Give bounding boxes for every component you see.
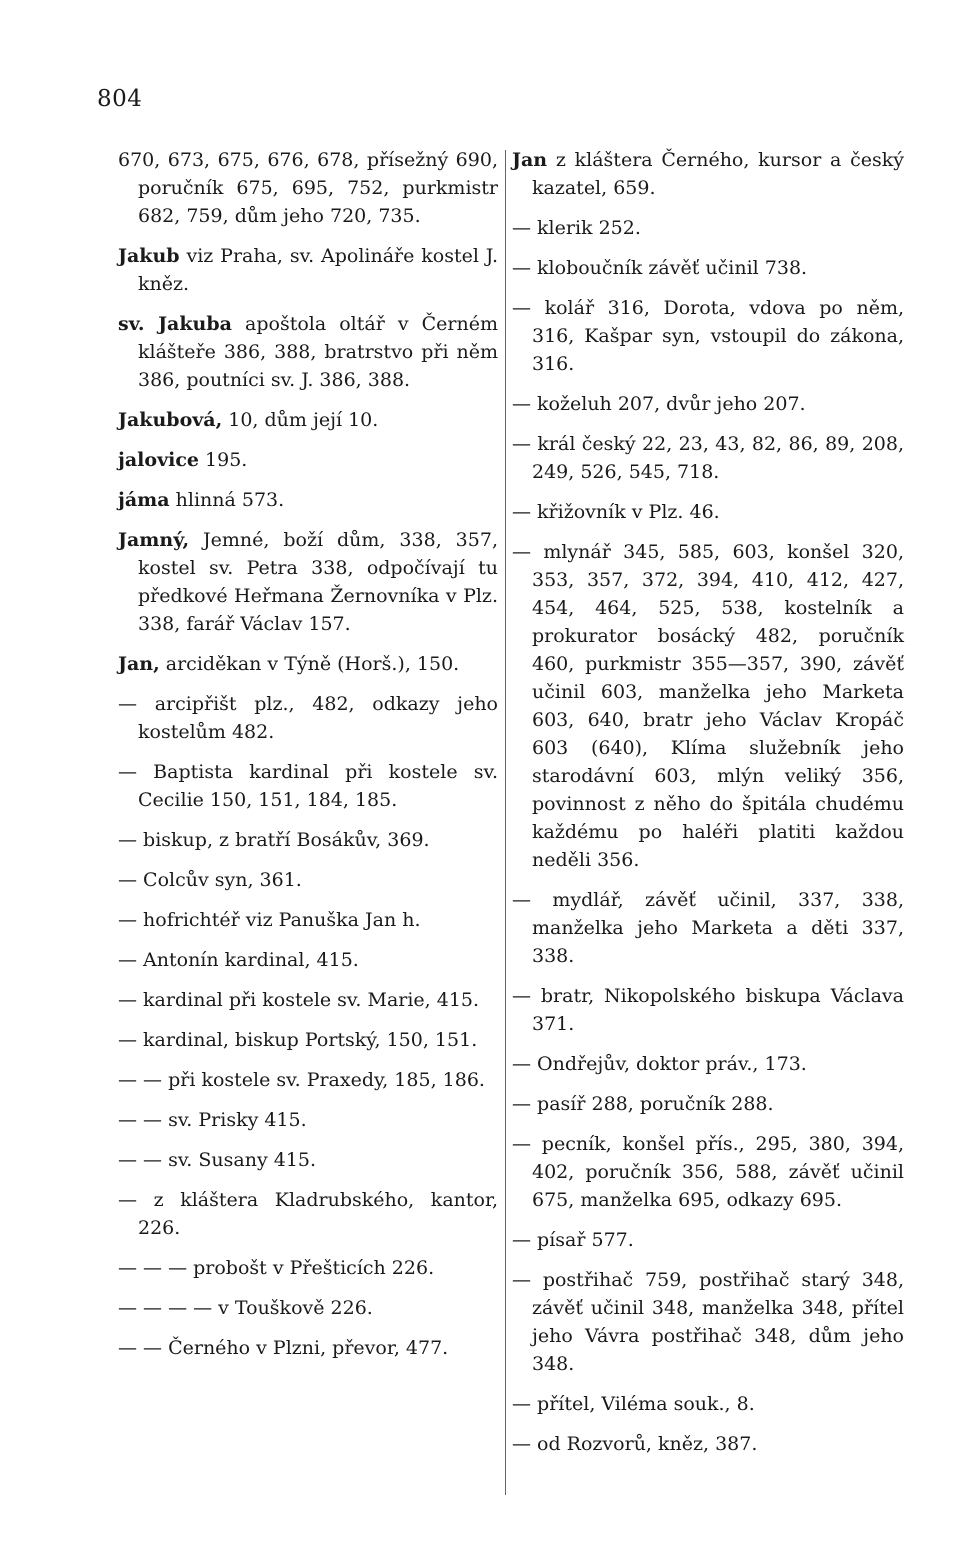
index-entry-text: — z kláštera Kladrubského, kantor, 226. [118,1189,498,1239]
index-entry [118,310,498,394]
index-headword: Jakub [118,245,180,267]
index-entry-text: — Antonín kardinal, 415. [118,949,359,971]
index-headword: jáma [118,489,170,511]
index-entry [118,446,498,474]
index-entry [512,1226,904,1254]
index-entry-text: — Baptista kardinal při kostele sv. Cecilie 150, 151, 184, 185. [118,761,498,811]
index-entry [512,390,904,418]
index-entry [118,690,498,746]
index-entry [512,1130,904,1214]
index-entry [512,1090,904,1118]
index-entry [118,1106,498,1134]
index-entry [118,486,498,514]
column-divider [505,150,506,1495]
index-entry-text: — hofrichtéř viz Panuška Jan h. [118,909,421,931]
index-entry-text: — — — — v Touškově 226. [118,1297,373,1319]
index-entry [118,526,498,638]
index-entry-text: — kardinal při kostele sv. Marie, 415. [118,989,480,1011]
index-entry-text: — přítel, Viléma souk., 8. [512,1393,755,1415]
index-entry [118,826,498,854]
index-entry [512,1266,904,1378]
index-entry [118,146,498,230]
index-entry [512,1430,904,1458]
index-entry-text: — písař 577. [512,1229,634,1251]
index-headword: Jan [512,149,548,171]
index-entry-text: — kolář 316, Dorota, vdova po něm, 316, Kašpar syn, vstoupil do zákona, 316. [512,297,904,375]
index-entry [118,406,498,434]
index-entry [512,294,904,378]
index-entry-text: viz Praha, sv. Apolináře kostel J. kněz. [138,245,498,295]
page-number: 804 [97,86,143,112]
index-entry [118,906,498,934]
index-entry-text: — kloboučník závěť učinil 738. [512,257,808,279]
index-entry-text: — koželuh 207, dvůr jeho 207. [512,393,806,415]
index-entry-text: 10, dům její 10. [222,409,379,431]
index-entry [512,254,904,282]
index-entry-text: — kardinal, biskup Portský, 150, 151. [118,1029,478,1051]
index-entry-text: — mydlář, závěť učinil, 337, 338, manželka jeho Marketa a děti 337, 338. [512,889,904,967]
index-entry [118,986,498,1014]
index-column-right [512,146,904,1470]
index-entry-text: — — sv. Susany 415. [118,1149,317,1171]
index-entry [512,982,904,1038]
index-entry-text: apoštola oltář v Černém klášteře 386, 388, bratrstvo při něm 386, poutníci sv. J. 386, 388. [138,313,498,391]
index-entry [118,1066,498,1094]
index-entry-text: — — Černého v Plzni, převor, 477. [118,1337,449,1359]
index-entry-text: 670, 673, 675, 676, 678, přísežný 690, poručník 675, 695, 752, purkmistr 682, 759, dům jeho 720, 735. [118,149,498,227]
index-entry [118,242,498,298]
index-entry [118,650,498,678]
index-headword: Jamný, [118,529,190,551]
index-entry-text: — — sv. Prisky 415. [118,1109,307,1131]
index-entry-text: arciděkan v Týně (Horš.), 150. [159,653,460,675]
index-entry-text: z kláštera Černého, kursor a český kazatel, 659. [532,149,904,199]
index-entry-text: — pecník, konšel přís., 295, 380, 394, 402, poručník 356, 588, závěť učinil 675, manželka 695, odkazy 695. [512,1133,904,1211]
index-entry-text: — král český 22, 23, 43, 82, 86, 89, 208, 249, 526, 545, 718. [512,433,904,483]
index-headword: jalovice [118,449,199,471]
index-entry-text: — mlynář 345, 585, 603, konšel 320, 353, 357, 372, 394, 410, 412, 427, 454, 464, 525, 538, kostelník a prokurator bosácký 482, poručník 460, purkmistr 355—357, 390, závěť učinil 603, manželka jeho Marketa 603, 640, bratr jeho Václav Kropáč 603 (640), Klíma služebník jeho starodávní 603, mlýn veliký 356, povinnost z něho do špitála chudému každému po haléři platiti každou neděli 356. [512,541,904,871]
index-entry-text: — klerik 252. [512,217,641,239]
index-entry [118,1254,498,1282]
index-entry [512,538,904,874]
index-entry [512,430,904,486]
index-entry-text: — Ondřejův, doktor práv., 173. [512,1053,807,1075]
index-entry [118,758,498,814]
index-entry-text: hlinná 573. [169,489,285,511]
index-entry [512,886,904,970]
index-headword: Jakubová, [118,409,223,431]
index-entry-text: — postřihač 759, postřihač starý 348, závěť učinil 348, manželka 348, přítel jeho Vávra postřihač 348, dům jeho 348. [512,1269,904,1375]
index-entry [512,1050,904,1078]
index-entry-text: Jemné, boží dům, 338, 357, kostel sv. Petra 338, odpočívají tu předkové Heřmana Žernovníka v Plz. 338, farář Václav 157. [138,529,498,635]
index-entry [118,1026,498,1054]
index-entry [118,946,498,974]
index-entry [118,1294,498,1322]
index-entry-text: — biskup, z bratří Bosákův, 369. [118,829,430,851]
index-entry [118,866,498,894]
index-entry-text: — — při kostele sv. Praxedy, 185, 186. [118,1069,485,1091]
index-entry-text: 195. [199,449,248,471]
index-entry-text: — arcipřišt plz., 482, odkazy jeho kostelům 482. [118,693,498,743]
index-entry [512,146,904,202]
index-entry [118,1334,498,1362]
index-entry [512,1390,904,1418]
index-entry [512,214,904,242]
index-entry-text: — od Rozvorů, kněz, 387. [512,1433,758,1455]
index-entry [512,498,904,526]
index-headword: Jan, [118,653,160,675]
index-column-left [118,146,498,1374]
index-entry-text: — křižovník v Plz. 46. [512,501,720,523]
index-entry-text: — pasíř 288, poručník 288. [512,1093,774,1115]
index-entry-text: — bratr, Nikopolského biskupa Václava 371. [512,985,904,1035]
index-headword: sv. Jakuba [118,313,232,335]
index-entry-text: — — — probošt v Přešticích 226. [118,1257,435,1279]
index-entry [118,1186,498,1242]
index-entry-text: — Colcův syn, 361. [118,869,302,891]
index-entry [118,1146,498,1174]
